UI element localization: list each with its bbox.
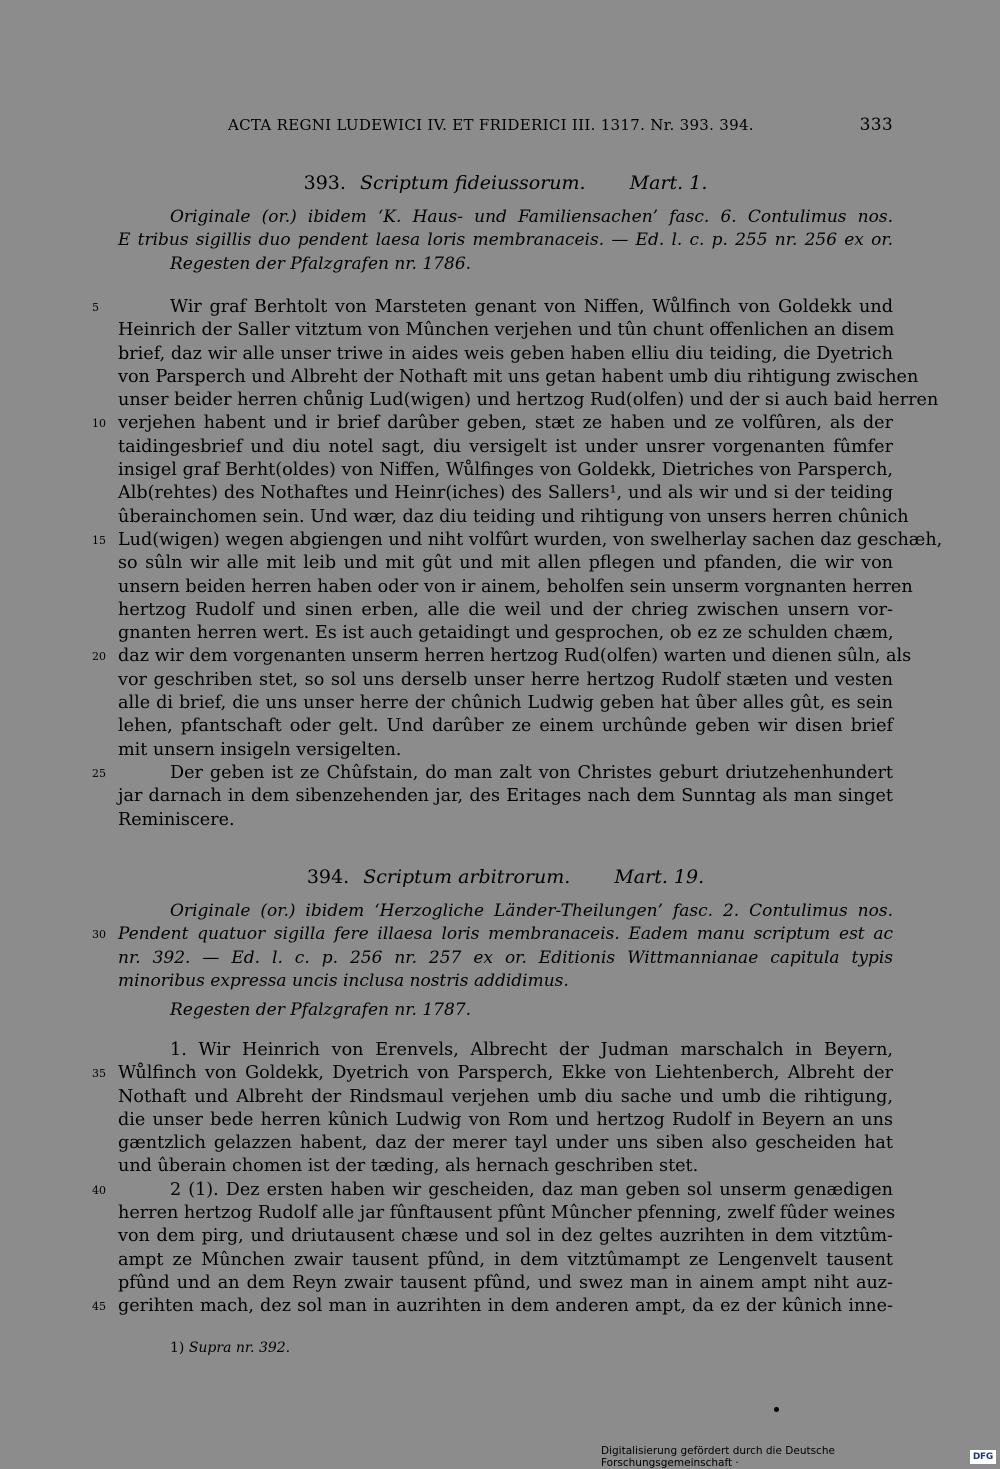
editorial-line: Originale (or.) ibidem ‘K. Haus- und Familiensachen’ fasc. 6. Contulimus nos.: [170, 207, 893, 227]
credit-text: Digitalisierung gefördert durch die Deutsche Forschungsgemeinschaft ·: [601, 1445, 835, 1469]
line-number: 45: [92, 1300, 106, 1314]
doc-393-title: Scriptum fideiussorum.: [359, 172, 586, 194]
text-line: von Parsperch und Albreht der Nothaft mit uns getan habent umb diu rihtigung zwischen: [118, 366, 919, 387]
dfg-logo: DFG: [970, 1450, 996, 1464]
text-line: 10 verjehen habent und ir brief darûber geben, stæt ze haben und ze volfûren, als der: [118, 412, 893, 435]
text-line: brief, daz wir alle unser triwe in aides weis geben haben elliu diu teiding, die Dyetrich: [118, 343, 893, 364]
doc-394-date: Mart. 19.: [614, 866, 705, 888]
editorial-line: Regesten der Pfalzgrafen nr. 1787.: [170, 1000, 472, 1021]
doc-394-text: [92, 1039, 896, 1319]
text-line: herren hertzog Rudolf alle jar fûnftausent pfûnt Mûncher pfenning, zwelf fûder weines: [118, 1203, 896, 1224]
line-number: 40: [92, 1183, 106, 1197]
editorial-line: nr. 392. — Ed. l. c. p. 256 nr. 257 ex or. Editionis Wittmannianae capitula typis: [118, 947, 893, 968]
digitization-credit: [601, 1445, 1000, 1469]
text-line: Heinrich der Saller vitztum von Mûnchen verjehen und tûn chunt offenlichen an disem: [118, 320, 895, 341]
text-line: mit unsern insigeln versigelten.: [118, 739, 402, 760]
text-line: hertzog Rudolf und sinen erben, alle die weil und der chrieg zwischen unsern vor-: [118, 599, 893, 620]
text-line: so sûln wir alle mit leib und mit gût und mit allen pflegen und pfanden, die wir von: [118, 553, 893, 574]
text-line: lehen, pfantschaft oder gelt. Und darûber ze einem urchûnde geben wir disen brief: [118, 716, 893, 737]
doc-393-number: 393.: [303, 172, 346, 194]
text-line: 15 Lud(wigen) wegen abgiengen und niht volfûrt wurden, von swelherlay sachen daz geschæh,: [118, 529, 893, 552]
text-line: vor geschriben stet, so sol uns derselb unser herre hertzog Rudolf stæten und vesten: [118, 669, 893, 690]
editorial-line: Regesten der Pfalzgrafen nr. 1786.: [170, 253, 472, 274]
running-title: ACTA REGNI LUDEWICI IV. ET FRIDERICI III. 1317. Nr. 393. 394.: [228, 116, 754, 134]
line-number: 5: [92, 301, 99, 314]
text-line: 35 Wůlfinch von Goldekk, Dyetrich von Parsperch, Ekke von Liehtenberch, Albreht der: [118, 1062, 893, 1085]
text-line: 40 2 (1). Dez ersten haben wir gescheiden, daz man geben sol unserm genædigen: [118, 1179, 893, 1202]
text-line: 5 Wir graf Berhtolt von Marsteten genant von Niffen, Wůlfinch von Goldekk und: [118, 296, 893, 319]
doc-394-number: 394.: [306, 866, 350, 888]
line-number: 35: [92, 1067, 106, 1081]
footnote-text: Supra nr. 392.: [188, 1340, 291, 1356]
text-line: Reminiscere.: [118, 809, 235, 830]
text-line: taidingesbrief und diu notel sagt, diu versigelt ist under unsrer vorgenanten fûmfer: [118, 436, 893, 457]
text-line: jar darnach in dem sibenzehenden jar, des Eritages nach dem Sunntag als man singet: [118, 786, 893, 807]
text-line: insigel graf Berht(oldes) von Niffen, Wůlfinges von Goldekk, Dietriches von Parsperch,: [118, 460, 893, 481]
text-line: gnanten herren wert. Es ist auch getaidingt und gesprochen, ob ez ze schulden chæm,: [118, 623, 894, 644]
editorial-line: 30 Pendent quatuor sigilla fere illaesa loris membranaceis. Eadem manu scriptum est ac: [118, 923, 893, 946]
doc-393-text: [92, 296, 943, 832]
text-line: 45 gerihten mach, dez sol man in auzrihten in dem anderen ampt, da ez der kûnich inne-: [118, 1295, 893, 1318]
text-line: die unser bede herren kûnich Ludwig von Rom und hertzog Rudolf in Beyern an uns: [118, 1109, 893, 1130]
page-number: 333: [859, 115, 893, 135]
text-line: gæntzlich gelazzen habent, daz der merer tayl under uns siben also gescheiden hat: [118, 1133, 893, 1154]
text-line: ûberainchomen sein. Und wær, daz diu teiding und rihtigung von unsers herren chûnich: [118, 506, 909, 527]
line-number: 10: [92, 417, 106, 431]
editorial-line: E tribus sigillis duo pendent laesa loris membranaceis. — Ed. l. c. p. 255 nr. 256 ex or.: [118, 230, 893, 251]
line-number: 25: [92, 766, 106, 780]
text-line: 25 Der geben ist ze Chûfstain, do man zalt von Christes geburt driutzehenhundert: [118, 762, 893, 785]
text-line: Nothaft und Albreht der Rindsmaul verjehen umb diu sache und umb die rihtigung,: [118, 1086, 893, 1107]
line-number: 30: [92, 928, 106, 942]
footnote-number: 1): [170, 1340, 185, 1356]
text-line: von dem pirg, und driutausent chæse und sol in dez geltes auzrihten in dem vitztûm-: [118, 1226, 893, 1247]
text-line: Alb(rehtes) des Nothaftes und Heinr(iches) des Sallers¹, und als wir und si der teiding: [118, 483, 893, 504]
line-number: 15: [92, 533, 106, 547]
text-line: pfûnd und an dem Reyn zwair tausent pfûnd, und swez man in ainem ampt niht auz-: [118, 1272, 893, 1293]
footnote: [170, 1340, 290, 1356]
text-line: alle di brief, die uns unser herre der chûnich Ludwig geben hat ûber alles gût, es sein: [118, 693, 893, 714]
editorial-line: Originale (or.) ibidem ‘Herzogliche Länder-Theilungen’ fasc. 2. Contulimus nos.: [170, 901, 893, 921]
text-line: unser beider herren chůnig Lud(wigen) und hertzog Rud(olfen) und der si auch baid herren: [118, 390, 939, 411]
doc-393-date: Mart. 1.: [629, 172, 708, 194]
doc-394-editorial: [92, 900, 893, 1022]
doc-393-heading: [118, 172, 893, 194]
doc-394-title: Scriptum arbitrorum.: [363, 866, 571, 888]
text-line: 1. Wir Heinrich von Erenvels, Albrecht der Judman marschalch in Beyern,: [170, 1040, 893, 1060]
text-line: 20 daz wir dem vorgenanten unserm herren hertzog Rud(olfen) warten und dienen sûln, als: [118, 645, 893, 668]
line-number: 20: [92, 650, 106, 664]
text-line: ampt ze Mûnchen zwair tausent pfûnd, in dem vitztûmampt ze Lengenvelt tausent: [118, 1249, 893, 1270]
doc-394-heading: [118, 866, 893, 888]
text-line: unsern beiden herren haben oder von ir ainem, beholfen sein unserm vorgnanten herren: [118, 576, 913, 597]
editorial-line: minoribus expressa uncis inclusa nostris addidimus.: [118, 970, 569, 991]
ink-speck: [774, 1407, 779, 1412]
text-line: und ûberain chomen ist der tæding, als hernach geschriben stet.: [118, 1156, 699, 1177]
doc-393-editorial: [118, 206, 893, 276]
